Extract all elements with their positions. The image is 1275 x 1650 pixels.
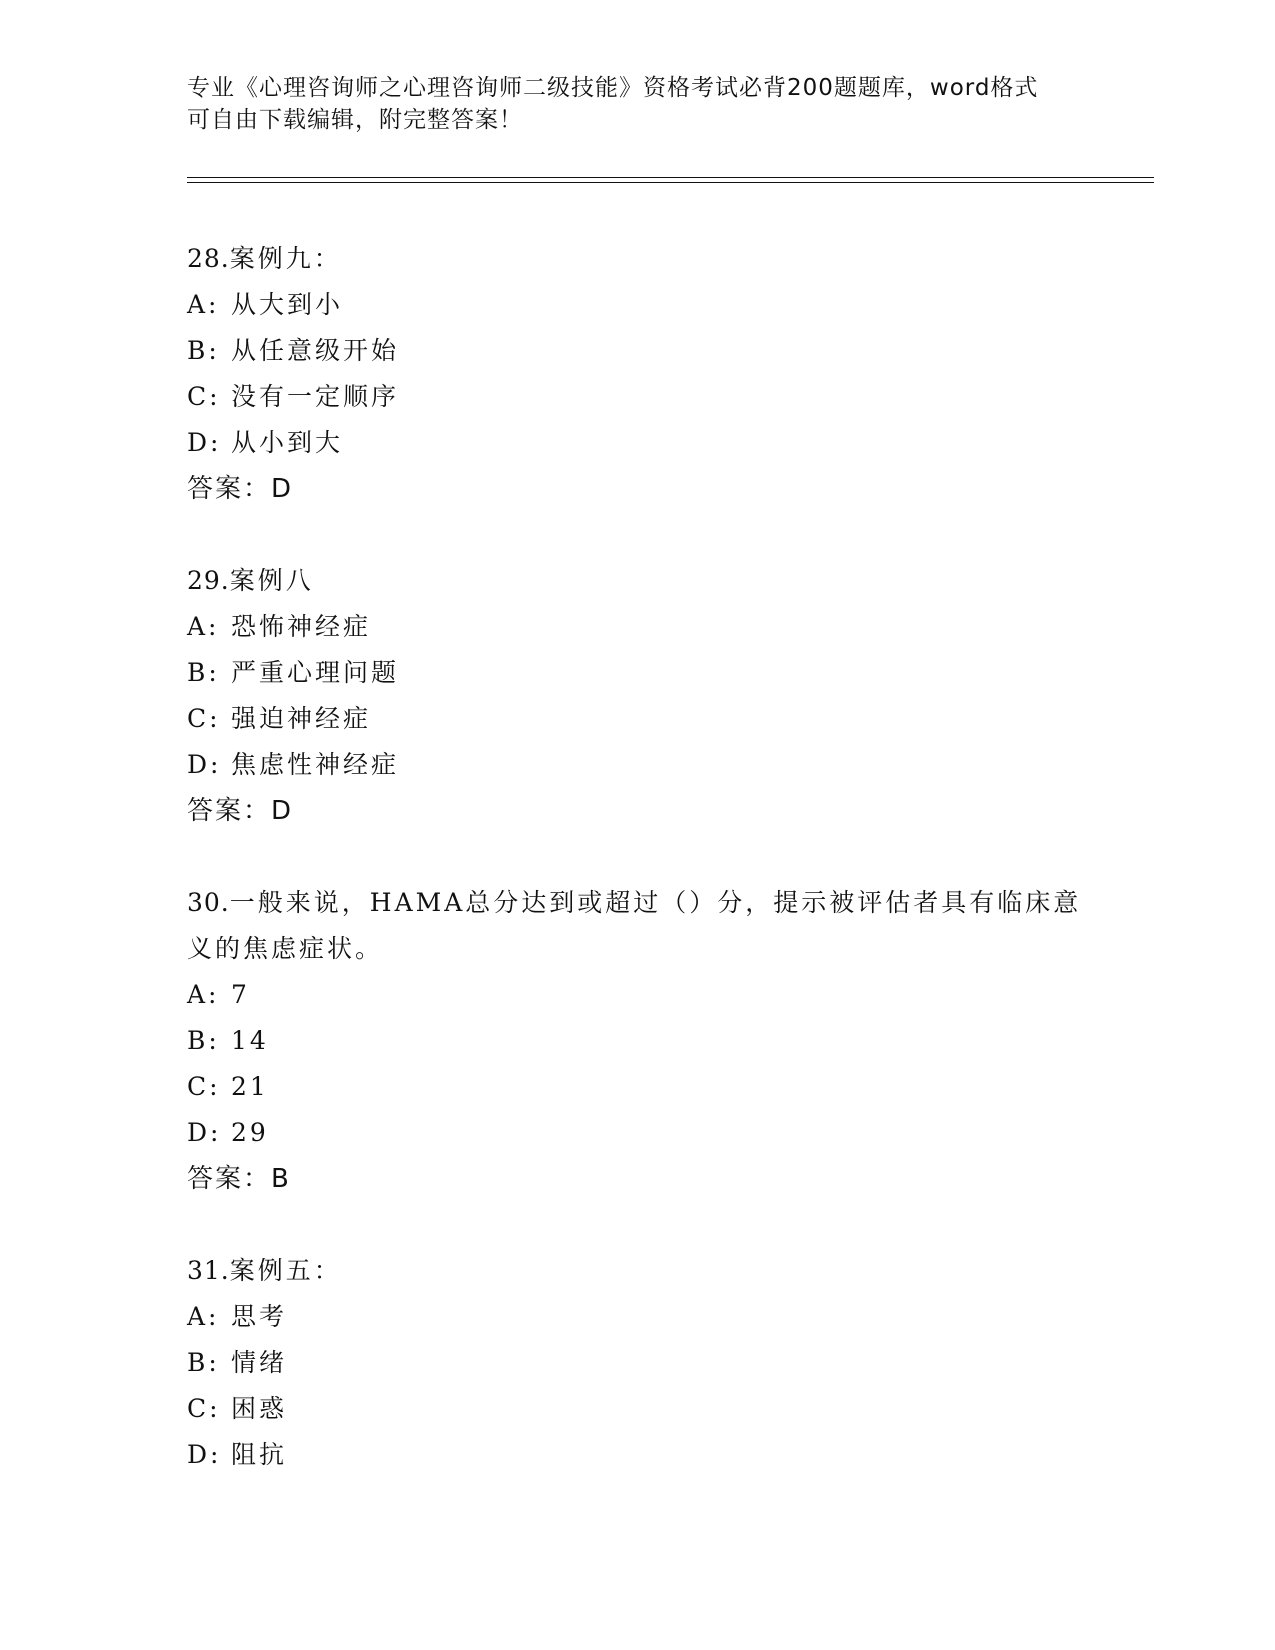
- header-line-1: 专业《心理咨询师之心理咨询师二级技能》资格考试必背200题题库，word格式: [187, 75, 1039, 101]
- option-letter: B:: [187, 336, 220, 365]
- option-text: 严重心理问题: [231, 658, 400, 687]
- option-b: [187, 1018, 1087, 1064]
- option-c: [187, 696, 1087, 742]
- question-text: 案例八: [229, 566, 314, 595]
- option-letter: D:: [187, 1118, 222, 1147]
- header-rule-bottom: [187, 182, 1154, 183]
- option-text: 焦虑性神经症: [231, 750, 400, 779]
- question-list: [187, 236, 1087, 1524]
- document-header: [187, 72, 1087, 136]
- option-letter: D:: [187, 1440, 222, 1469]
- option-letter: A:: [187, 290, 220, 319]
- option-a: [187, 1294, 1087, 1340]
- option-letter: B:: [187, 658, 220, 687]
- option-a: [187, 972, 1087, 1018]
- option-letter: B:: [187, 1348, 220, 1377]
- option-a: [187, 604, 1087, 650]
- option-text: 从小到大: [231, 428, 344, 457]
- option-b: [187, 650, 1087, 696]
- option-text: 21: [231, 1072, 269, 1101]
- option-d: [187, 742, 1087, 788]
- option-text: 阻抗: [231, 1440, 288, 1469]
- answer-line: 答案：B: [187, 1164, 291, 1194]
- header-rule-top: [187, 177, 1154, 178]
- question-number: 28.: [187, 244, 230, 273]
- header-line-2: 可自由下载编辑，附完整答案！: [187, 107, 523, 133]
- question-text: 案例九：: [229, 244, 342, 273]
- question-stem: [187, 1248, 1087, 1294]
- answer-line: 答案：D: [187, 474, 294, 504]
- option-letter: A:: [187, 1302, 220, 1331]
- option-text: 情绪: [231, 1348, 288, 1377]
- question-text: 一般来说，HAMA总分达到或超过（）分，提示被评估者具有临床意: [229, 888, 1082, 917]
- option-c: [187, 1064, 1087, 1110]
- question-text: 案例五：: [229, 1256, 342, 1285]
- question-number: 30.: [187, 888, 230, 917]
- question-30: [187, 880, 1087, 1202]
- option-d: [187, 420, 1087, 466]
- question-28: [187, 236, 1087, 512]
- option-letter: D:: [187, 428, 222, 457]
- option-text: 29: [231, 1118, 269, 1147]
- option-d: [187, 1432, 1087, 1478]
- option-text: 没有一定顺序: [231, 382, 400, 411]
- option-text: 困惑: [231, 1394, 288, 1423]
- option-letter: C:: [187, 382, 221, 411]
- question-number: 31.: [187, 1256, 230, 1285]
- option-d: [187, 1110, 1087, 1156]
- option-b: [187, 1340, 1087, 1386]
- question-stem-continued: 义的焦虑症状。: [187, 934, 384, 963]
- option-text: 恐怖神经症: [231, 612, 372, 641]
- option-c: [187, 374, 1087, 420]
- option-c: [187, 1386, 1087, 1432]
- question-stem: [187, 558, 1087, 604]
- option-letter: A:: [187, 980, 220, 1009]
- question-stem: [187, 880, 1087, 926]
- option-letter: D:: [187, 750, 222, 779]
- option-text: 14: [231, 1026, 269, 1055]
- option-b: [187, 328, 1087, 374]
- option-text: 从任意级开始: [231, 336, 400, 365]
- option-letter: C:: [187, 1394, 221, 1423]
- answer-line: 答案：D: [187, 796, 294, 826]
- option-letter: B:: [187, 1026, 220, 1055]
- question-stem: [187, 236, 1087, 282]
- option-text: 从大到小: [231, 290, 344, 319]
- question-number: 29.: [187, 566, 230, 595]
- question-29: [187, 558, 1087, 834]
- option-text: 强迫神经症: [231, 704, 372, 733]
- option-letter: A:: [187, 612, 220, 641]
- option-letter: C:: [187, 1072, 221, 1101]
- option-letter: C:: [187, 704, 221, 733]
- option-text: 思考: [231, 1302, 288, 1331]
- option-text: 7: [231, 980, 250, 1009]
- option-a: [187, 282, 1087, 328]
- question-31: [187, 1248, 1087, 1478]
